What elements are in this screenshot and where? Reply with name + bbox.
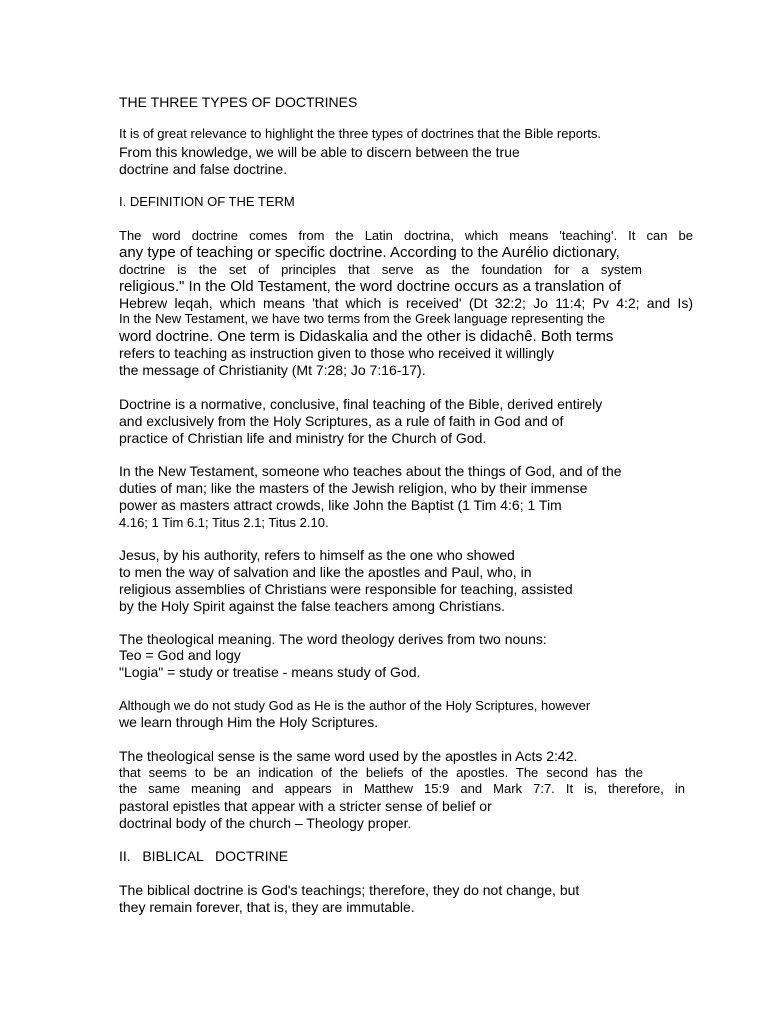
paragraph-line: Hebrew leqah, which means 'that which is received' (Dt 32:2; Jo 11:4; Pv 4:2; and Is) — [119, 295, 693, 311]
paragraph-line: to men the way of salvation and like the apostles and Paul, who, in — [119, 564, 532, 580]
paragraph-line: the message of Christianity (Mt 7:28; Jo 7:16-17). — [119, 362, 426, 378]
paragraph-line: pastoral epistles that appear with a stricter sense of belief or — [119, 798, 492, 814]
paragraph-line: practice of Christian life and ministry for the Church of God. — [119, 430, 487, 446]
paragraph-line: In the New Testament, we have two terms from the Greek language representing the — [119, 311, 606, 326]
paragraph-line: religious assemblies of Christians were responsible for teaching, assisted — [119, 581, 573, 597]
paragraph-line: doctrine is the set of principles that serve as the foundation for a system — [119, 262, 642, 277]
paragraph-line: by the Holy Spirit against the false teachers among Christians. — [119, 598, 505, 614]
section-heading: II. BIBLICAL DOCTRINE — [119, 848, 289, 864]
paragraph-line: word doctrine. One term is Didaskalia and the other is didachê. Both terms — [119, 328, 614, 345]
paragraph-line: power as masters attract crowds, like John the Baptist (1 Tim 4:6; 1 Tim — [119, 497, 562, 513]
document-title: THE THREE TYPES OF DOCTRINES — [119, 94, 358, 110]
paragraph-line: The word doctrine comes from the Latin doctrina, which means 'teaching'. It can be — [119, 228, 693, 243]
section-heading: I. DEFINITION OF THE TERM — [119, 194, 295, 209]
paragraph-line: "Logia" = study or treatise - means study of God. — [119, 664, 421, 680]
paragraph-line: religious." In the Old Testament, the word doctrine occurs as a translation of — [119, 278, 621, 295]
paragraph-line: The biblical doctrine is God's teachings; therefore, they do not change, but — [119, 882, 580, 898]
intro-line: From this knowledge, we will be able to discern between the true — [119, 144, 520, 160]
paragraph-line: any type of teaching or specific doctrine. According to the Aurélio dictionary, — [119, 244, 620, 261]
paragraph-line: In the New Testament, someone who teaches about the things of God, and of the — [119, 463, 622, 479]
paragraph-line: the same meaning and appears in Matthew 15:9 and Mark 7:7. It is, therefore, in — [119, 781, 685, 796]
paragraph-line: 4.16; 1 Tim 6.1; Titus 2.1; Titus 2.10. — [119, 515, 329, 530]
paragraph-line: Doctrine is a normative, conclusive, final teaching of the Bible, derived entirely — [119, 396, 603, 412]
paragraph-line: doctrinal body of the church – Theology proper. — [119, 815, 412, 831]
intro-line: It is of great relevance to highlight the three types of doctrines that the Bible reports. — [119, 126, 601, 141]
paragraph-line: refers to teaching as instruction given to those who received it willingly — [119, 345, 554, 361]
paragraph-line: Teo = God and logy — [119, 647, 241, 663]
intro-line: doctrine and false doctrine. — [119, 161, 288, 177]
paragraph-line: they remain forever, that is, they are immutable. — [119, 899, 415, 915]
paragraph-line: The theological meaning. The word theology derives from two nouns: — [119, 631, 547, 647]
paragraph-line: we learn through Him the Holy Scriptures. — [119, 714, 379, 730]
paragraph-line: duties of man; like the masters of the Jewish religion, who by their immense — [119, 480, 588, 496]
paragraph-line: Although we do not study God as He is the author of the Holy Scriptures, however — [119, 698, 591, 713]
paragraph-line: Jesus, by his authority, refers to himself as the one who showed — [119, 547, 515, 563]
paragraph-line: that seems to be an indication of the beliefs of the apostles. The second has the — [119, 765, 643, 780]
paragraph-line: and exclusively from the Holy Scriptures, as a rule of faith in God and of — [119, 413, 564, 429]
paragraph-line: The theological sense is the same word used by the apostles in Acts 2:42. — [119, 748, 578, 764]
